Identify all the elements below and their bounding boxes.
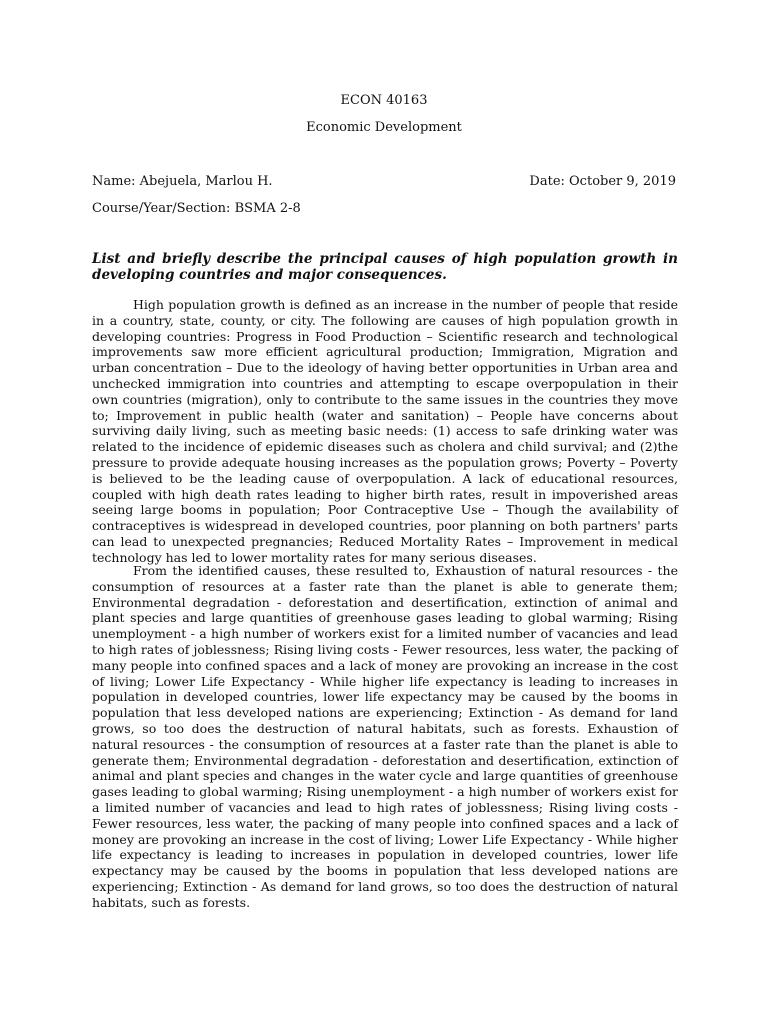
course-code: ECON 40163 <box>340 93 428 108</box>
paragraph-consequences: From the identified causes, these resulted to, Exhaustion of natural resources - the consumption of resources at a faster rate than the planet is able to generate them; Environmental degradation - deforestation and desertification, extinction of animal and plant species and large quantities of greenhouse gases leading to global warming; Rising unemployment - a high number of workers exist for a limited number of vacancies and lead to high rates of joblessness; Rising living costs - Fewer resources, less water, the packing of many people into confined spaces and a lack of money are provoking an increase in the cost of living; Lower Life Expectancy - While higher life expectancy is leading to increases in population in developed countries, lower life expectancy may be caused by the booms in population that less developed nations are experiencing; Extinction - As demand for land grows, so too does the destruction of natural habitats, such as forests. Exhaustion of natural resources - the consumption of resources at a faster rate than the planet is able to generate them; Environmental degradation - deforestation and desertification, extinction of animal and plant species and changes in the water cycle and large quantities of greenhouse gases leading to global warming; Rising unemployment - a high number of workers exist for a limited number of vacancies and lead to high rates of joblessness; Rising living costs - Fewer resources, less water, the packing of many people into confined spaces and a lack of money are provoking an increase in the cost of living; Lower Life Expectancy - While higher life expectancy is leading to increases in population in developed countries, lower life expectancy may be caused by the booms in population that less developed nations are experiencing; Extinction - As demand for land grows, so too does the destruction of natural habitats, such as forests. <box>92 563 678 910</box>
paragraph-causes: High population growth is defined as an increase in the number of people that reside in a country, state, county, or city. The following are causes of high population growth in developing countries: Progress in Food Production – Scientific research and technological improvements saw more efficient agricultural production; Immigration, Migration and urban concentration – Due to the ideology of having better opportunities in Urban area and unchecked immigration into countries and attempting to escape overpopulation in their own countries (migration), only to contribute to the same issues in the countries they move to; Improvement in public health (water and sanitation) – People have concerns about surviving daily living, such as meeting basic needs: (1) access to safe drinking water was related to the incidence of epidemic diseases such as cholera and child survival; and (2)the pressure to provide adequate housing increases as the population grows; Poverty – Poverty is believed to be the leading cause of overpopulation. A lack of educational resources, coupled with high death rates leading to higher birth rates, result in impoverished areas seeing large booms in population; Poor Contraceptive Use – Though the availability of contraceptives is widespread in developed countries, poor planning on both partners' parts can lead to unexpected pregnancies; Reduced Mortality Rates – Improvement in medical technology has led to lower mortality rates for many serious diseases. <box>92 297 678 565</box>
submission-date: Date: October 9, 2019 <box>529 174 676 189</box>
course-section: Course/Year/Section: BSMA 2-8 <box>92 201 301 216</box>
course-title: Economic Development <box>306 120 462 135</box>
assignment-question: List and briefly describe the principal causes of high population growth in developing countries and major consequences. <box>92 251 678 283</box>
student-name: Name: Abejuela, Marlou H. <box>92 174 273 189</box>
